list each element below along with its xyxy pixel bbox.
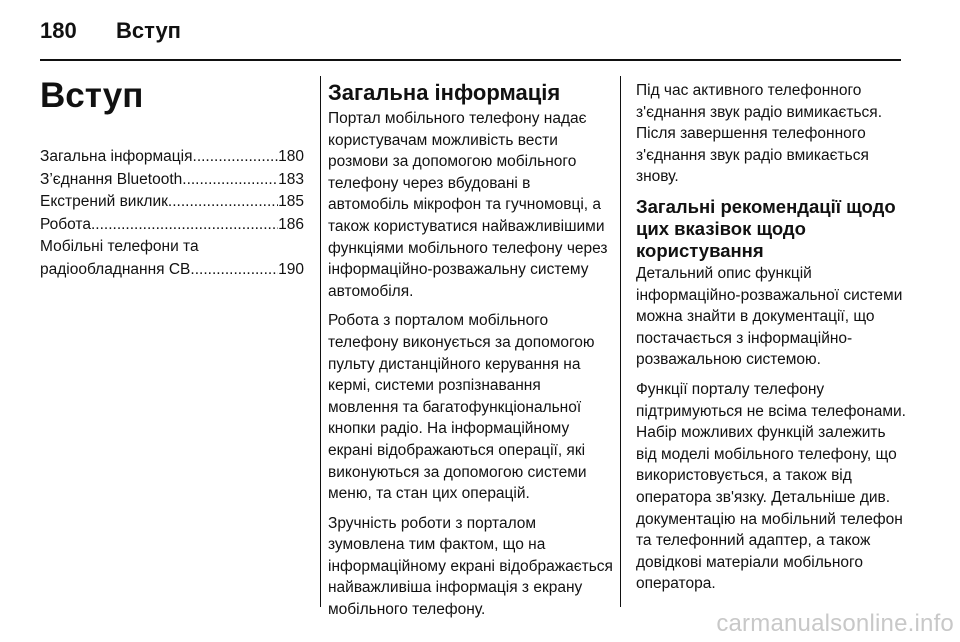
toc-item[interactable] xyxy=(40,146,304,169)
header-rule xyxy=(40,59,901,61)
paragraph: Зручність роботи з порталом зумовлена тим фактом, що на інформаційному екрані відображається найважливіша інформація з екрану мобільного телефону. xyxy=(328,514,613,619)
toc-item-label: радіообладнання СВ xyxy=(40,260,191,278)
toc-item-label-line1: Мобільні телефони та xyxy=(40,238,199,255)
toc-item-page: 186 xyxy=(278,215,304,233)
column-divider xyxy=(620,76,621,607)
toc-item[interactable] xyxy=(40,191,304,214)
toc-item[interactable] xyxy=(40,214,304,237)
toc-leader xyxy=(182,169,278,192)
chapter-title: Вступ xyxy=(40,76,144,115)
toc-column xyxy=(40,76,304,281)
middle-column xyxy=(328,80,613,629)
toc-item-page: 190 xyxy=(278,260,304,278)
toc-leader xyxy=(168,191,278,214)
toc-item-label: З’єднання Bluetooth xyxy=(40,170,183,188)
page-header-title: Вступ xyxy=(116,18,181,43)
toc-item-label: Загальна інформація xyxy=(40,148,193,165)
toc-item-page: 183 xyxy=(278,170,304,188)
toc-item-page: 185 xyxy=(278,193,304,210)
table-of-contents xyxy=(40,146,304,281)
section-heading: Загальна інформація xyxy=(328,80,561,105)
subsection-heading: Загальні рекомендації щодо цих вказівок щодо користування xyxy=(636,195,896,261)
page-header xyxy=(40,18,900,48)
paragraph: Робота з порталом мобільного телефону виконується за допомогою пульту дистанційного керування на кермі, системи розпізнавання мовлення та багатофункціональної кнопки радіо. На інформаційному екрані відображаються операції, які виконуються за допомогою системи меню, та стан цих операцій. xyxy=(328,312,595,503)
column-divider xyxy=(320,76,321,607)
toc-item[interactable] xyxy=(40,236,304,281)
toc-leader xyxy=(193,146,279,169)
toc-leader xyxy=(91,214,278,237)
toc-item-label: Екстрений виклик xyxy=(40,193,168,210)
paragraph: Портал мобільного телефону надає користувачам можливість вести розмови за допомогою мобільного телефону через вбудовані в автомобіль мікрофон та гучномовці, а також користуватися найважливішими функціями мобільного телефону через інформаційно-розважальну систему автомобіля. xyxy=(328,110,608,300)
right-column xyxy=(636,80,910,603)
watermark: carmanualsonline.info xyxy=(716,610,954,637)
toc-item[interactable] xyxy=(40,169,304,192)
paragraph: Під час активного телефонного з'єднання звук радіо вимикається. Після завершення телефонного з'єднання звук радіо вмикається знову. xyxy=(636,82,882,186)
toc-leader xyxy=(190,259,278,282)
toc-item-label: Робота xyxy=(40,215,91,233)
toc-item-page: 180 xyxy=(278,148,304,165)
paragraph: Функції порталу телефону підтримуються не всіма телефонами. Набір можливих функцій залежить від моделі мобільного телефону, що використовується, а також від оператора зв'язку. Детальніше див. документацію на мобільний телефон та телефонний адаптер, а також довідкові матеріали мобільного оператора. xyxy=(636,380,906,593)
paragraph: Детальний опис функцій інформаційно-розважальної системи можна знайти в документації, що постачається з інформаційно-розважальною системою. xyxy=(636,264,903,369)
page-number: 180 xyxy=(40,18,77,43)
